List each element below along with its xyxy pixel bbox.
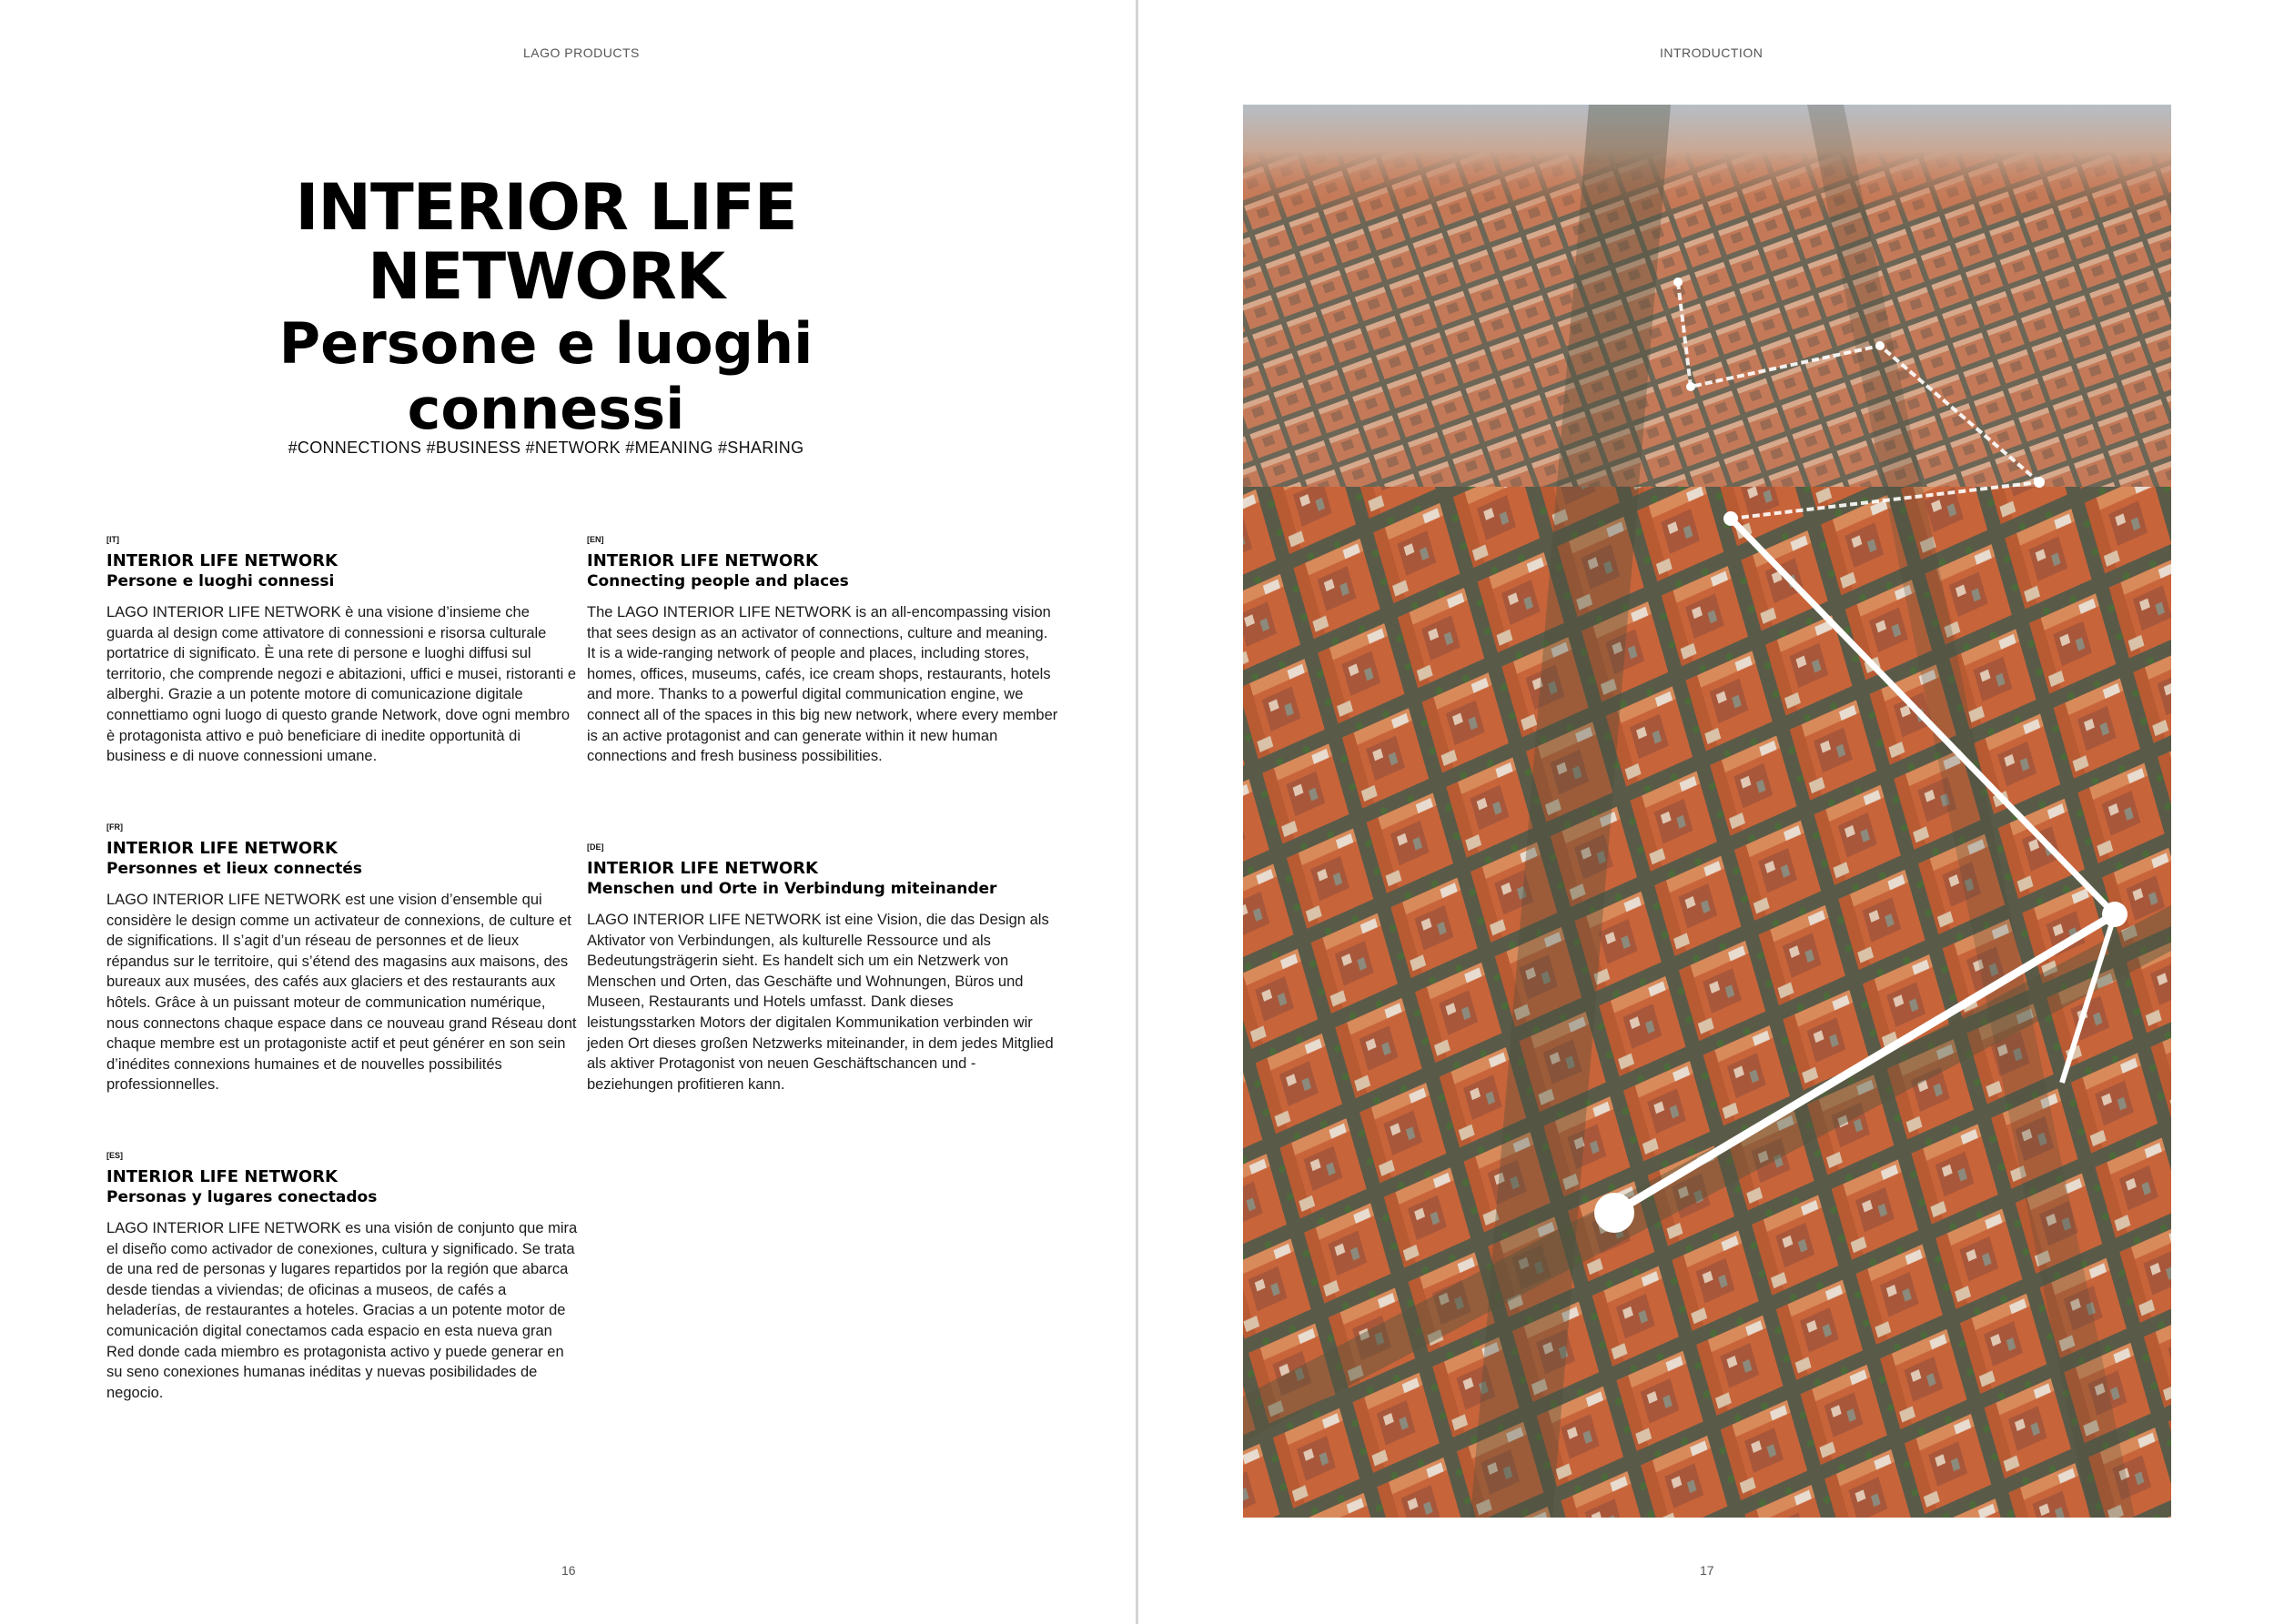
hashtags: #CONNECTIONS #BUSINESS #NETWORK #MEANING #SHARING: [288, 439, 804, 457]
page-title: INTERIOR LIFE NETWORK: [295, 170, 797, 314]
block-body-es: LAGO INTERIOR LIFE NETWORK es una visión de conjunto que mira el diseño como activador de conexiones, cultura y significado. Se trata de una red de personas y lugares repartidos por la región que abarca desde tiendas a viviendas; de oficinas a museos, de cafés a heladerías, de restaurantes a hoteles. Gracias a un potente motor de comunicación digital conectamos cada espacio en esta nueva gran Red donde cada miembro es protagonista activo y puede generar en su seno conexiones humanas inéditas y nuevas posibilidades de negocio.: [106, 1220, 578, 1401]
title-block: [109, 170, 983, 442]
block-title-it: INTERIOR LIFE NETWORK: [106, 551, 338, 570]
block-subtitle-en: Connecting people and places: [587, 572, 849, 590]
block-de: [587, 842, 1060, 1094]
block-subtitle-de: Menschen und Orte in Verbindung miteinander: [587, 880, 997, 898]
left-running-header: LAGO PRODUCTS: [523, 45, 640, 60]
block-es: [106, 1151, 580, 1403]
block-body-it: LAGO INTERIOR LIFE NETWORK è una visione d’insieme che guarda al design come attivatore di connessioni e risorsa culturale portatrice di significato. È una rete di persone e luoghi diffusi sul territorio, che comprende negozi e abitazioni, uffici e musei, ristoranti e alberghi. Grazie a un potente motore di comunicazione digitale connettiamo ogni luogo di questo grande Network, dove ogni membro è protagonista attivo e può beneficiare di inedite opportunità di business e di nuove connessioni umane.: [106, 604, 577, 765]
right-running-header: INTRODUCTION: [1660, 45, 1764, 60]
lang-tag-es: [ES]: [106, 1151, 123, 1160]
page-subtitle-line2: connessi: [407, 376, 685, 442]
left-page: [0, 0, 1136, 1624]
right-page-number: 17: [1700, 1563, 1714, 1578]
lang-tag-de: [DE]: [587, 842, 604, 852]
block-subtitle-es: Personas y lugares conectados: [106, 1188, 378, 1206]
block-it: [106, 535, 580, 767]
block-title-en: INTERIOR LIFE NETWORK: [587, 551, 818, 570]
block-fr: [106, 822, 580, 1095]
aerial-city-photo: [1243, 105, 2171, 1518]
right-page: [1138, 0, 2274, 1624]
left-page-number: 16: [561, 1563, 576, 1578]
block-title-de: INTERIOR LIFE NETWORK: [587, 859, 818, 878]
block-subtitle-it: Persone e luoghi connessi: [106, 572, 335, 590]
lang-tag-en: [EN]: [587, 535, 604, 544]
block-subtitle-fr: Personnes et lieux connectés: [106, 860, 363, 878]
block-en: [587, 535, 1060, 767]
aerial-city-illustration: [1243, 105, 2171, 1518]
lang-tag-it: [IT]: [106, 535, 119, 544]
page-subtitle-line1: Persone e luoghi: [278, 310, 814, 377]
block-body-de: LAGO INTERIOR LIFE NETWORK ist eine Vision, die das Design als Aktivator von Verbindungen, als kulturelle Ressource und als Bedeutungsträgerin sieht. Es handelt sich um ein Netzwerk von Menschen und Orten, das Geschäfte und Wohnungen, Büros und Museen, Restaurants und Hotels umfasst. Dank dieses leistungsstarken Motors der digitalen Kommunikation verbinden wir jeden Ort dieses großen Netzwerks miteinander, in dem jedes Mitglied als aktiver Protagonist von neuen Geschäftschancen und -beziehungen profitieren kann.: [587, 912, 1054, 1093]
block-title-es: INTERIOR LIFE NETWORK: [106, 1167, 338, 1186]
lang-tag-fr: [FR]: [106, 822, 123, 832]
block-body-fr: LAGO INTERIOR LIFE NETWORK est une vision d’ensemble qui considère le design comme un activateur de connexions, de culture et de significations. Il s’agit d’un réseau de personnes et de lieux répandus sur le territoire, qui s’étend des magasins aux maisons, des bureaux aux musées, des cafés aux glaciers et des restaurants aux hôtels. Grâce à un puissant moteur de communication numérique, nous connectons chaque espace dans ce nouveau grand Réseau dont chaque membre est un protagoniste actif et peut générer en son sein d’inédites connexions humaines et de nouvelles possibilités professionnelles.: [106, 892, 577, 1094]
atmospheric-haze: [1243, 105, 2171, 487]
block-title-fr: INTERIOR LIFE NETWORK: [106, 839, 338, 858]
block-body-en: The LAGO INTERIOR LIFE NETWORK is an all-encompassing vision that sees design as an activator of connections, culture and meaning. It is a wide-ranging network of people and places, including stores, homes, offices, museums, cafés, ice cream shops, restaurants, hotels and more. Thanks to a powerful digital communication engine, we connect all of the spaces in this big new network, where every member is an active protagonist and can generate within it new human connections and fresh business possibilities.: [587, 604, 1058, 765]
